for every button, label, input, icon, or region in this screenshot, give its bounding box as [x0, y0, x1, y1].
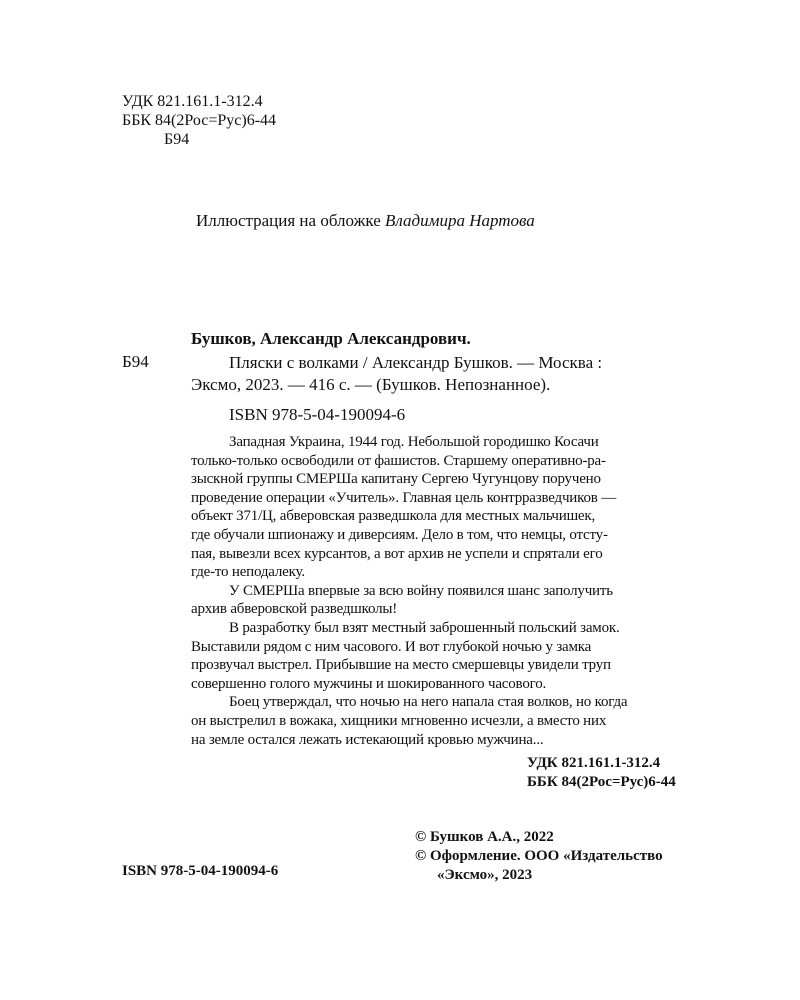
annotation-paragraph-3 [191, 619, 711, 693]
copyright-author: © Бушков А.А., 2022 [415, 829, 554, 845]
annotation-line: У СМЕРШа впервые за всю войну появился шанс заполучить [229, 582, 613, 599]
bottom-udk: УДК 821.161.1-312.4 [527, 755, 661, 771]
annotation-line: совершенно голого мужчины и шокированного часового. [191, 675, 547, 692]
record-isbn: ISBN 978-5-04-190094-6 [229, 405, 406, 424]
annotation-line: объект 371/Ц, абверовская разведшкола для местных мальчишек, [191, 508, 596, 525]
copyright-design: © Оформление. ООО «Издательство [415, 848, 663, 864]
top-udk: УДК 821.161.1-312.4 [122, 93, 263, 110]
annotation-line: на земле остался лежать истекающий кровью мужчина... [191, 731, 544, 748]
annotation-line: Выставили рядом с ним часового. И вот глубокой ночью у замка [191, 638, 592, 655]
illustration-artist: Владимира Нартова [385, 211, 535, 230]
annotation-paragraph-4 [191, 693, 711, 749]
annotation-paragraph-1 [191, 433, 711, 582]
top-bbk: ББК 84(2Рос=Рус)6-44 [122, 112, 277, 129]
copyright-design-year: «Эксмо», 2023 [437, 867, 533, 883]
annotation-line: прозвучал выстрел. Прибывшие на место смершевцы увидели труп [191, 657, 611, 674]
annotation [191, 433, 711, 749]
illustration-credit [196, 211, 535, 231]
annotation-line: В разработку был взят местный заброшенный польский замок. [229, 619, 620, 636]
record-code: Б94 [122, 352, 149, 371]
annotation-line: пая, вывезли всех курсантов, а вот архив не успели и спрятали его [191, 545, 603, 562]
record-title-line-2: Эксмо, 2023. — 416 с. — (Бушков. Непознанное). [191, 375, 551, 394]
annotation-line: Боец утверждал, что ночью на него напала стая волков, но когда [229, 694, 628, 711]
annotation-line: он выстрелил в вожака, хищники мгновенно исчезли, а вместо них [191, 712, 607, 729]
illustration-prefix: Иллюстрация на обложке [196, 211, 381, 230]
annotation-line: только-только освободили от фашистов. Старшему оперативно-ра- [191, 452, 606, 469]
annotation-line: проведение операции «Учитель». Главная цель контрразведчиков — [191, 489, 616, 506]
annotation-line: где-то неподалеку. [191, 564, 305, 581]
bottom-isbn: ISBN 978-5-04-190094-6 [122, 863, 279, 879]
record-title-line-1: Пляски с волками / Александр Бушков. — Москва : [229, 353, 603, 372]
annotation-line: где обучали шпионажу и диверсиям. Дело в том, что немцы, отсту- [191, 526, 608, 543]
top-author-code: Б94 [164, 131, 190, 148]
annotation-paragraph-2 [191, 582, 711, 619]
annotation-line: Западная Украина, 1944 год. Небольшой городишко Косачи [229, 434, 599, 450]
annotation-line: зыскной группы СМЕРШа капитану Сергею Чугунцову поручено [191, 471, 601, 488]
bottom-bbk: ББК 84(2Рос=Рус)6-44 [527, 774, 676, 790]
record-author: Бушков, Александр Александрович. [191, 329, 471, 348]
annotation-line: архив абверовской разведшколы! [191, 601, 398, 618]
